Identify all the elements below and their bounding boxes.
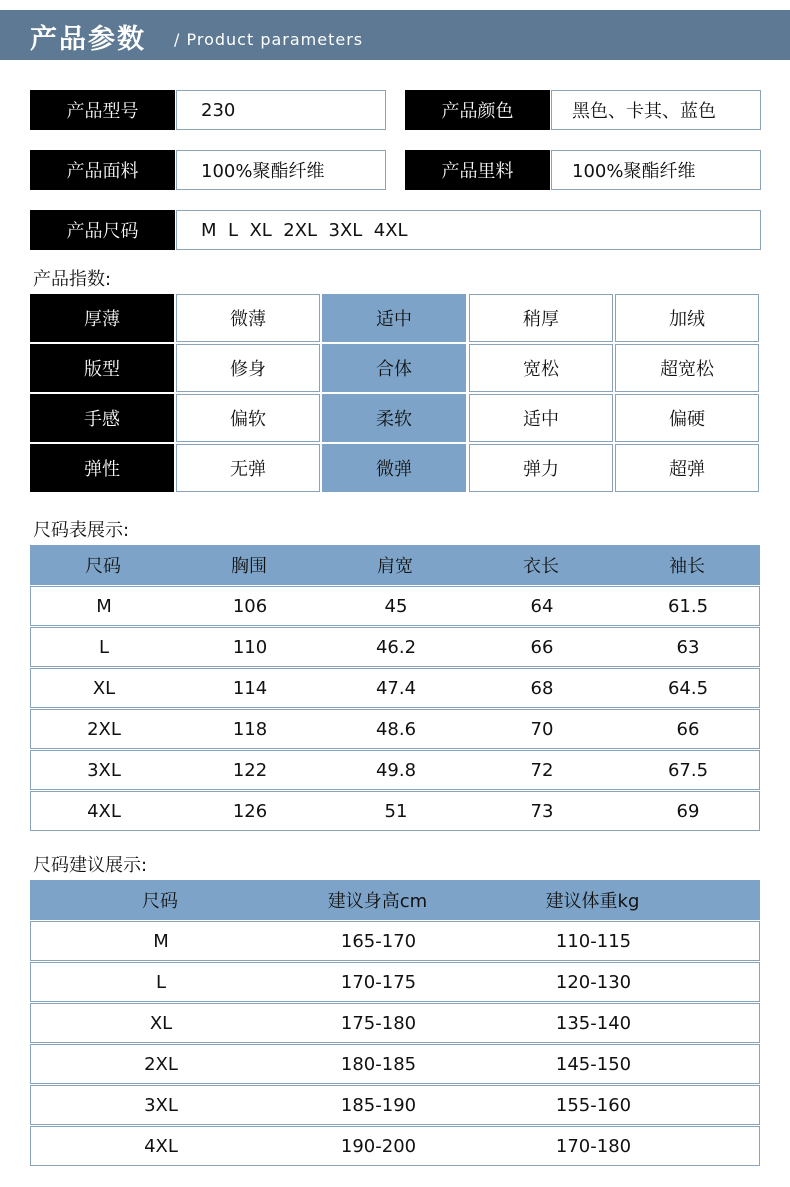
table-cell: 4XL <box>87 800 121 822</box>
table-cell: 48.6 <box>375 718 417 740</box>
table-cell: 63 <box>676 636 700 658</box>
table-cell: 118 <box>232 718 268 740</box>
index-option: 微薄 <box>176 294 320 342</box>
table-cell: 69 <box>676 800 700 822</box>
index-option: 加绒 <box>615 294 759 342</box>
size-value: M L XL 2XL 3XL 4XL <box>176 210 761 250</box>
table-cell: 126 <box>232 800 268 822</box>
header-cell: 袖长 <box>669 556 705 577</box>
table-cell: 68 <box>530 677 554 699</box>
table-cell: 51 <box>384 800 408 822</box>
table-cell: L <box>98 636 110 658</box>
size-table-title: 尺码表展示: <box>33 520 130 541</box>
header-cell: 尺码 <box>142 891 178 912</box>
header-cell: 尺码 <box>85 556 121 577</box>
table-row <box>30 921 760 961</box>
index-option: 偏硬 <box>615 394 759 442</box>
table-cell: 170-175 <box>340 971 417 993</box>
table-row <box>30 586 760 626</box>
table-cell: 70 <box>530 718 554 740</box>
header-cell: 建议体重kg <box>545 891 640 912</box>
index-row-label: 弹性 <box>30 444 174 492</box>
table-cell: 122 <box>232 759 268 781</box>
color-value: 黑色、卡其、蓝色 <box>551 90 761 130</box>
table-row <box>30 668 760 708</box>
table-cell: L <box>155 971 167 993</box>
color-label: 产品颜色 <box>405 90 550 130</box>
index-option: 适中 <box>469 394 613 442</box>
index-option: 宽松 <box>469 344 613 392</box>
table-cell: 66 <box>530 636 554 658</box>
table-row <box>30 1085 760 1125</box>
table-cell: 135-140 <box>555 1012 632 1034</box>
index-option: 修身 <box>176 344 320 392</box>
table-cell: 3XL <box>144 1094 178 1116</box>
table-row <box>30 627 760 667</box>
table-cell: 2XL <box>87 718 121 740</box>
table-cell: 66 <box>676 718 700 740</box>
size-label: 产品尺码 <box>30 210 175 250</box>
table-cell: 120-130 <box>555 971 632 993</box>
table-row <box>30 709 760 749</box>
page-title: 产品参数 <box>30 24 146 55</box>
suggest-table-header <box>30 880 760 920</box>
index-row-label: 版型 <box>30 344 174 392</box>
index-option: 弹力 <box>469 444 613 492</box>
table-row <box>30 791 760 831</box>
model-value: 230 <box>176 90 386 130</box>
table-row <box>30 750 760 790</box>
table-cell: XL <box>92 677 116 699</box>
index-option: 超宽松 <box>615 344 759 392</box>
table-cell: 106 <box>232 595 268 617</box>
table-cell: M <box>153 930 169 952</box>
table-row <box>30 1044 760 1084</box>
header-cell: 胸围 <box>231 556 267 577</box>
table-cell: 45 <box>384 595 408 617</box>
table-cell: 73 <box>530 800 554 822</box>
table-cell: 155-160 <box>555 1094 632 1116</box>
model-label: 产品型号 <box>30 90 175 130</box>
size-table-header <box>30 545 760 585</box>
table-row <box>30 1003 760 1043</box>
table-cell: 61.5 <box>667 595 709 617</box>
table-cell: 145-150 <box>555 1053 632 1075</box>
suggest-table-title: 尺码建议展示: <box>33 855 148 876</box>
index-option: 无弹 <box>176 444 320 492</box>
lining-value: 100%聚酯纤维 <box>551 150 761 190</box>
table-cell: 72 <box>530 759 554 781</box>
table-cell: 170-180 <box>555 1135 632 1157</box>
header-banner <box>0 10 790 60</box>
table-row <box>30 1126 760 1166</box>
table-cell: 49.8 <box>375 759 417 781</box>
header-cell: 衣长 <box>523 556 559 577</box>
table-cell: 46.2 <box>375 636 417 658</box>
table-cell: 2XL <box>144 1053 178 1075</box>
table-cell: 64 <box>530 595 554 617</box>
index-option: 偏软 <box>176 394 320 442</box>
table-cell: 165-170 <box>340 930 417 952</box>
table-cell: 47.4 <box>375 677 417 699</box>
table-cell: 110-115 <box>555 930 632 952</box>
table-cell: 64.5 <box>667 677 709 699</box>
fabric-label: 产品面料 <box>30 150 175 190</box>
table-cell: 4XL <box>144 1135 178 1157</box>
lining-label: 产品里料 <box>405 150 550 190</box>
header-cell: 建议身高cm <box>327 891 428 912</box>
table-cell: 110 <box>232 636 268 658</box>
table-cell: 175-180 <box>340 1012 417 1034</box>
index-option-selected: 微弹 <box>322 444 466 492</box>
table-row <box>30 962 760 1002</box>
index-option-selected: 合体 <box>322 344 466 392</box>
table-cell: 114 <box>232 677 268 699</box>
index-option: 稍厚 <box>469 294 613 342</box>
page-subtitle: / Product parameters <box>174 30 364 49</box>
index-row-label: 厚薄 <box>30 294 174 342</box>
table-cell: 180-185 <box>340 1053 417 1075</box>
header-cell: 肩宽 <box>377 556 413 577</box>
table-cell: 67.5 <box>667 759 709 781</box>
table-cell: 190-200 <box>340 1135 417 1157</box>
table-cell: XL <box>149 1012 173 1034</box>
table-cell: 3XL <box>87 759 121 781</box>
index-row-label: 手感 <box>30 394 174 442</box>
table-cell: M <box>96 595 112 617</box>
table-cell: 185-190 <box>340 1094 417 1116</box>
index-option: 超弹 <box>615 444 759 492</box>
index-section-title: 产品指数: <box>33 269 112 290</box>
fabric-value: 100%聚酯纤维 <box>176 150 386 190</box>
index-option-selected: 适中 <box>322 294 466 342</box>
index-option-selected: 柔软 <box>322 394 466 442</box>
